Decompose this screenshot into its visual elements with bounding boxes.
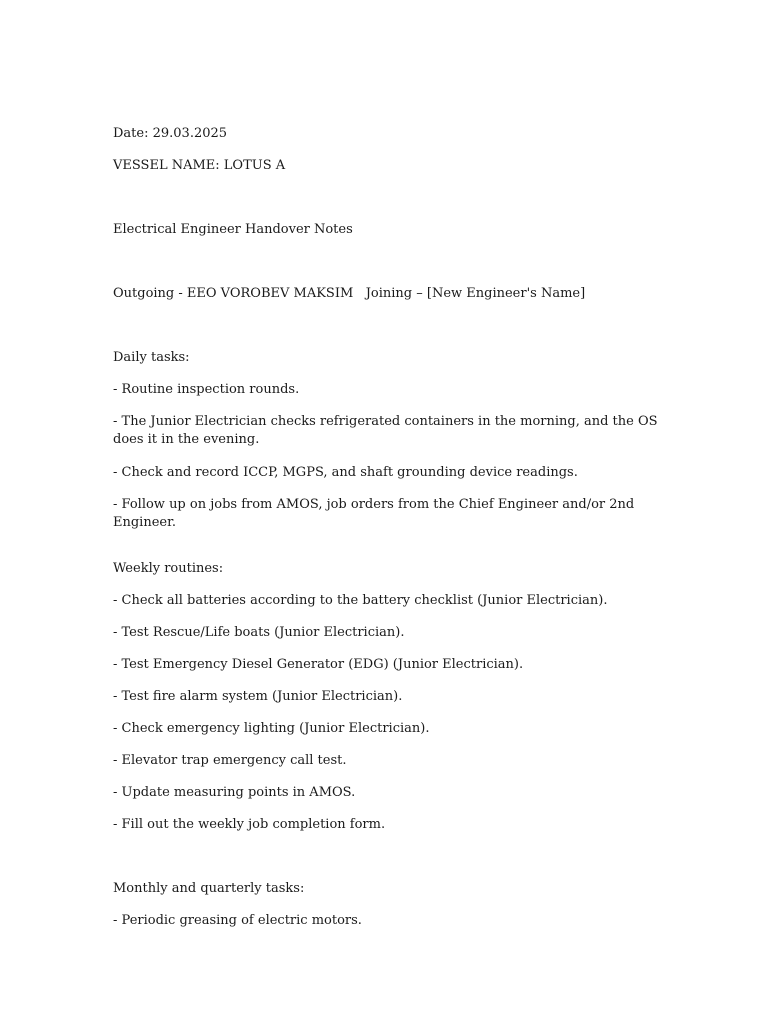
daily-task-item: - Follow up on jobs from AMOS, job orders from the Chief Engineer and/or 2nd Engineer. (113, 497, 635, 530)
weekly-routine-item: - Elevator trap emergency call test. (113, 753, 347, 768)
weekly-routine-item: - Check emergency lighting (Junior Electrician). (113, 721, 430, 736)
daily-task-item: - The Junior Electrician checks refrigerated containers in the morning, and the OS does it in the evening. (113, 414, 658, 447)
weekly-routine-item: - Update measuring points in AMOS. (113, 785, 356, 800)
daily-tasks-heading: Daily tasks: (113, 350, 190, 365)
weekly-routines-heading: Weekly routines: (113, 561, 224, 576)
outgoing-engineer: Outgoing - EEO VOROBEV MAKSIM (113, 286, 354, 301)
daily-task-item: - Routine inspection rounds. (113, 382, 300, 397)
monthly-task-item: - Periodic greasing of electric motors. (113, 913, 362, 928)
monthly-tasks-heading: Monthly and quarterly tasks: (113, 881, 305, 896)
document-title: Electrical Engineer Handover Notes (113, 222, 353, 237)
weekly-routine-item: - Fill out the weekly job completion form. (113, 817, 386, 832)
weekly-routine-item: - Test Emergency Diesel Generator (EDG) (Junior Electrician). (113, 657, 524, 672)
weekly-routine-item: - Test fire alarm system (Junior Electrician). (113, 689, 403, 704)
joining-engineer: Joining – [New Engineer's Name] (365, 286, 586, 301)
crew-line (113, 285, 658, 303)
daily-task-item: - Check and record ICCP, MGPS, and shaft grounding device readings. (113, 465, 578, 480)
vessel-name-line: VESSEL NAME: LOTUS A (113, 158, 286, 173)
weekly-routine-item: - Test Rescue/Life boats (Junior Electrician). (113, 625, 405, 640)
weekly-routine-item: - Check all batteries according to the battery checklist (Junior Electrician). (113, 593, 608, 608)
date-line: Date: 29.03.2025 (113, 126, 228, 141)
